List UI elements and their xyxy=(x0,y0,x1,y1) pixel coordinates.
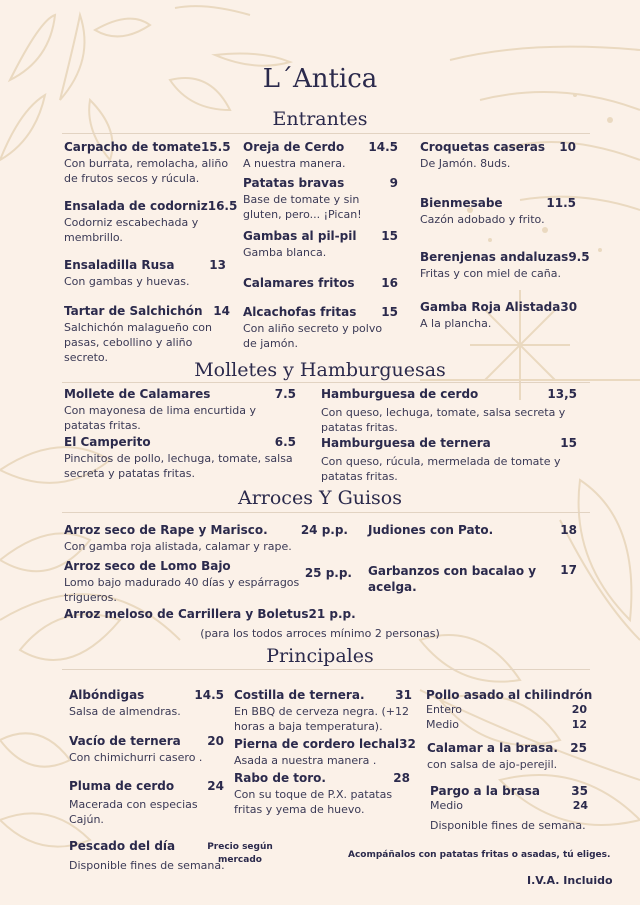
item-price: 28 xyxy=(393,771,410,785)
menu-item xyxy=(64,523,348,554)
section-rule xyxy=(62,382,590,383)
item-price: 9 xyxy=(389,176,398,190)
item-desc: Con burrata, remolacha, aliño de frutos secos y rúcula. xyxy=(64,157,229,185)
iva-note: I.V.A. Incluido xyxy=(527,874,613,887)
item-price: 17 xyxy=(560,563,577,577)
item-name: El Camperito xyxy=(64,435,151,449)
menu-item xyxy=(243,229,398,260)
menu-item xyxy=(69,688,224,719)
item-name: Oreja de Cerdo xyxy=(243,140,345,154)
item-name: Mollete de Calamares xyxy=(64,387,211,401)
item-desc: Gamba blanca. xyxy=(243,246,327,259)
item-name: Calamares fritos xyxy=(243,276,355,290)
section-title-entrantes: Entrantes xyxy=(272,108,368,130)
menu-item xyxy=(368,563,577,595)
item-desc: Con mayonesa de lima encurtida y patatas fritas. xyxy=(64,404,256,432)
menu-item xyxy=(64,387,296,433)
menu-item xyxy=(420,196,576,227)
item-name: Patatas bravas xyxy=(243,176,345,190)
item-option xyxy=(430,798,588,813)
item-name: Pargo a la brasa xyxy=(430,784,541,798)
item-name: Berenjenas andaluzas xyxy=(420,250,569,264)
item-name: Ensalada de codorniz xyxy=(64,199,208,213)
section-title-principales: Principales xyxy=(266,645,374,667)
item-price: 31 xyxy=(395,688,412,702)
item-name: Ensaladilla Rusa xyxy=(64,258,175,272)
item-desc: Disponible fines de semana. xyxy=(69,859,225,872)
item-desc: Salchichón malagueño con pasas, cebollino y aliño secreto. xyxy=(64,321,212,364)
menu-item xyxy=(69,839,277,873)
menu-item xyxy=(420,140,576,171)
item-name: Rabo de toro. xyxy=(234,771,326,785)
item-name: Pluma de cerdo xyxy=(69,779,175,793)
item-desc: Con queso, lechuga, tomate, salsa secreta y patatas fritas. xyxy=(321,406,566,434)
menu-item xyxy=(64,607,356,621)
item-option xyxy=(426,702,587,717)
item-desc: A la plancha. xyxy=(420,317,492,330)
item-desc: Disponible fines de semana. xyxy=(430,819,586,832)
option-label: Medio xyxy=(430,799,464,812)
item-desc: con salsa de ajo-perejil. xyxy=(427,758,558,771)
item-name: Garbanzos con bacalao y acelga. xyxy=(368,564,537,594)
menu-item xyxy=(321,387,577,435)
menu-item xyxy=(430,784,588,833)
item-price: 18 xyxy=(560,523,577,537)
item-price: 6.5 xyxy=(274,435,296,449)
item-desc: De Jamón. 8uds. xyxy=(420,157,511,170)
menu-item xyxy=(64,140,230,186)
item-price: 30 xyxy=(560,300,578,314)
section-title-molletes: Molletes y Hamburguesas xyxy=(194,359,446,381)
option-price: 24 xyxy=(572,799,588,812)
option-price: 12 xyxy=(571,718,587,731)
item-name: Gambas al pil-pil xyxy=(243,229,357,243)
item-price: 24 p.p. xyxy=(300,523,348,537)
item-price: 14 xyxy=(213,304,230,318)
item-name: Tartar de Salchichón xyxy=(64,304,203,318)
item-name: Costilla de ternera. xyxy=(234,688,365,702)
item-desc: Con su toque de P.X. patatas fritas y yema de huevo. xyxy=(234,788,393,816)
menu-item xyxy=(243,276,398,290)
menu-item xyxy=(427,741,587,772)
restaurant-name: L´Antica xyxy=(262,64,378,94)
item-price: 15 xyxy=(381,305,398,319)
item-name: Pollo asado al chilindrón xyxy=(426,688,593,702)
item-price: 14.5 xyxy=(194,688,224,702)
item-price: 32 xyxy=(399,737,416,751)
menu-item xyxy=(243,140,398,171)
item-name: Calamar a la brasa. xyxy=(427,741,558,755)
item-desc: Con aliño secreto y polvo de jamón. xyxy=(243,322,383,350)
item-option xyxy=(426,717,587,732)
menu-item xyxy=(69,734,224,765)
item-price: 24 xyxy=(207,779,224,793)
item-price: 13 xyxy=(209,258,226,272)
item-price: 25 xyxy=(570,741,587,755)
item-desc: Lomo bajo madurado 40 días y espárragos trigueros. xyxy=(64,576,300,604)
item-name: Pierna de cordero lechal xyxy=(234,737,400,751)
menu-item xyxy=(426,688,593,732)
item-name: Arroz seco de Rape y Marisco. xyxy=(64,523,268,537)
item-desc: A nuestra manera. xyxy=(243,157,346,170)
item-price: 25 p.p. xyxy=(304,566,352,580)
item-name: Croquetas caseras xyxy=(420,140,546,154)
item-desc: Cazón adobado y frito. xyxy=(420,213,545,226)
item-price: 7.5 xyxy=(274,387,296,401)
option-label: Medio xyxy=(426,718,460,731)
section-title-arroces: Arroces Y Guisos xyxy=(237,487,402,509)
item-desc: Asada a nuestra manera . xyxy=(234,754,377,767)
item-desc: Con gamba roja alistada, calamar y rape. xyxy=(64,540,292,553)
menu-item xyxy=(234,737,416,768)
menu-item xyxy=(234,688,412,734)
item-price: Precio según mercado xyxy=(207,842,273,865)
item-price: 11.5 xyxy=(546,196,576,210)
menu-item xyxy=(64,199,238,245)
item-price: 16 xyxy=(381,276,398,290)
item-price: 14.5 xyxy=(368,140,398,154)
menu-item xyxy=(420,300,576,331)
section-rule xyxy=(62,133,590,134)
item-name: Gamba Roja Alistada xyxy=(420,300,561,314)
item-name: Judiones con Pato. xyxy=(368,523,494,537)
arroces-note: (para los todos arroces mínimo 2 personas) xyxy=(200,627,440,640)
item-price: 15.5 xyxy=(200,140,231,154)
menu-item xyxy=(64,435,296,481)
item-price: 21 p.p. xyxy=(308,607,356,621)
option-label: Entero xyxy=(426,703,463,716)
item-price: 9.5 xyxy=(568,250,590,264)
item-name: Arroz seco de Lomo Bajo xyxy=(64,559,231,573)
sides-note: Acompáñalos con patatas fritas o asadas, tú eliges. xyxy=(348,850,611,860)
item-price: 15 xyxy=(381,229,398,243)
menu-item xyxy=(64,304,230,365)
item-name: Arroz meloso de Carrillera y Boletus xyxy=(64,607,309,621)
item-price: 16.5 xyxy=(207,199,238,213)
item-desc: Con queso, rúcula, mermelada de tomate y patatas fritas. xyxy=(321,455,561,483)
menu-item xyxy=(420,250,590,281)
item-price: 13,5 xyxy=(547,387,577,401)
item-name: Pescado del día xyxy=(69,839,176,853)
menu-item xyxy=(64,258,226,289)
item-desc: Fritas y con miel de caña. xyxy=(420,267,561,280)
menu-item xyxy=(69,779,224,827)
item-price: 10 xyxy=(559,140,576,154)
item-name: Hamburguesa de cerdo xyxy=(321,387,479,401)
item-desc: Con chimichurri casero . xyxy=(69,751,203,764)
item-name: Alcachofas fritas xyxy=(243,305,357,319)
section-rule xyxy=(62,512,590,513)
item-desc: Base de tomate y sin gluten, pero... ¡Pican! xyxy=(243,193,362,221)
item-price: 15 xyxy=(560,436,577,450)
item-name: Vacío de ternera xyxy=(69,734,181,748)
item-desc: Pinchitos de pollo, lechuga, tomate, salsa secreta y patatas fritas. xyxy=(64,452,293,480)
item-desc: En BBQ de cerveza negra. (+12 horas a baja temperatura). xyxy=(234,705,410,733)
menu-item xyxy=(64,559,352,605)
item-name: Hamburguesa de ternera xyxy=(321,436,491,450)
menu-item xyxy=(234,771,410,817)
option-price: 20 xyxy=(571,703,587,716)
item-desc: Con gambas y huevas. xyxy=(64,275,190,288)
item-name: Carpacho de tomate xyxy=(64,140,201,154)
item-price: 20 xyxy=(207,734,224,748)
item-price: 35 xyxy=(571,784,588,798)
menu-item xyxy=(368,523,577,537)
section-rule xyxy=(62,669,590,670)
item-desc: Codorniz escabechada y membrillo. xyxy=(64,216,199,244)
menu-item xyxy=(321,436,577,484)
menu-item xyxy=(243,176,398,222)
item-name: Bienmesabe xyxy=(420,196,503,210)
menu-item xyxy=(243,305,398,351)
item-desc: Salsa de almendras. xyxy=(69,705,181,718)
item-name: Albóndigas xyxy=(69,688,145,702)
item-desc: Macerada con especias Cajún. xyxy=(69,798,198,826)
